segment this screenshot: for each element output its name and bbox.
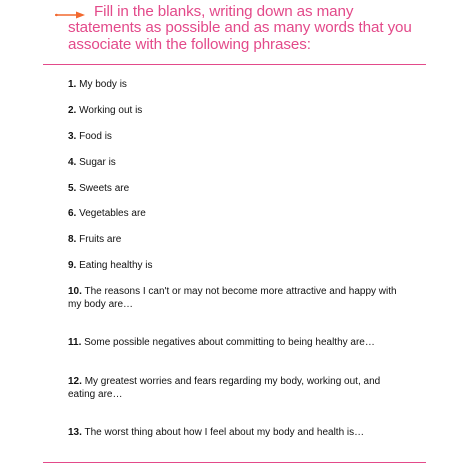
prompt-number: 13. [68, 427, 82, 438]
prompt-text: The reasons I can't or may not become more attractive and happy with my body are… [68, 286, 397, 310]
prompt-text: Vegetables are [79, 208, 146, 219]
prompt-text: Food is [79, 131, 112, 142]
prompt-text: The worst thing about how I feel about my body and health is… [84, 427, 365, 438]
prompt-item [68, 286, 408, 311]
prompt-number: 10. [68, 286, 82, 297]
prompt-number: 9. [68, 260, 77, 271]
prompt-number: 6. [68, 208, 77, 219]
prompt-text: Eating healthy is [79, 260, 153, 271]
top-divider [43, 64, 426, 65]
prompt-item [68, 376, 408, 401]
prompt-number: 5. [68, 183, 77, 194]
bottom-divider [43, 462, 426, 463]
prompt-item [68, 79, 408, 92]
prompt-number: 8. [68, 234, 77, 245]
prompt-number: 4. [68, 157, 77, 168]
prompt-number: 12. [68, 376, 82, 387]
prompt-text: My body is [79, 79, 127, 90]
prompt-text: Sugar is [79, 157, 116, 168]
prompt-item [68, 157, 408, 170]
prompt-text: Fruits are [79, 234, 122, 245]
prompt-text: Some possible negatives about committing to being healthy are… [84, 337, 375, 348]
instructions-heading: Fill in the blanks, writing down as many statements as possible and as many words that you associate with the following phrases: [68, 3, 412, 53]
prompt-item [68, 208, 408, 221]
prompt-number: 2. [68, 105, 77, 116]
prompt-number: 1. [68, 79, 77, 90]
prompt-text: Working out is [79, 105, 143, 116]
prompt-item [68, 234, 408, 247]
prompt-item [68, 260, 408, 273]
prompt-number: 3. [68, 131, 77, 142]
prompt-text: My greatest worries and fears regarding my body, working out, and eating are… [68, 376, 381, 400]
prompt-item [68, 183, 408, 196]
prompt-item [68, 105, 408, 118]
prompt-item [68, 427, 408, 440]
prompt-text: Sweets are [79, 183, 130, 194]
prompt-number: 11. [68, 337, 82, 348]
prompt-item [68, 131, 408, 144]
prompt-item [68, 337, 408, 350]
